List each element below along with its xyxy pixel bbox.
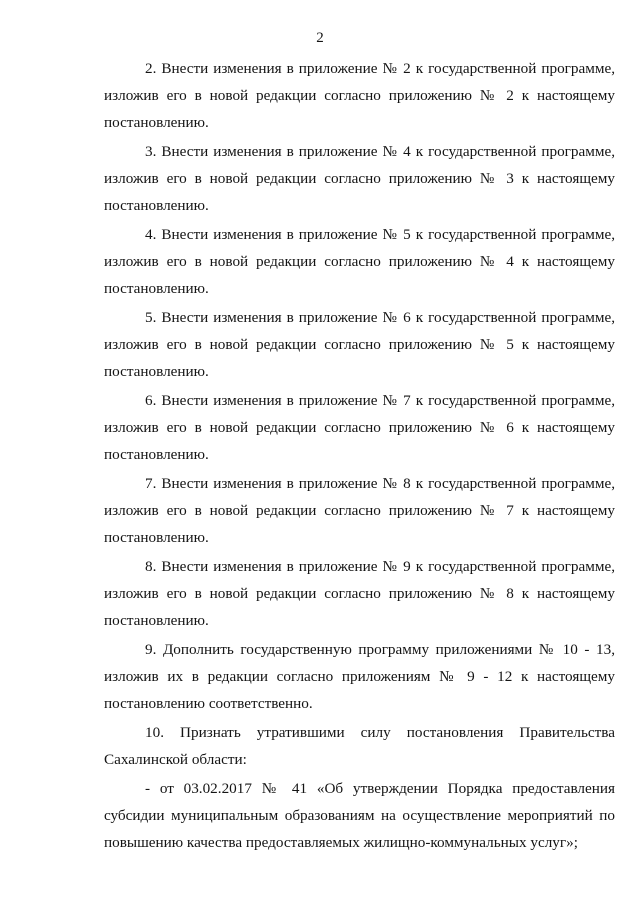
paragraph-item-7: 7. Внести изменения в приложение № 8 к государственной программе, изложив его в новой редакции согласно приложению № 7 к настоящему постановлению. [104, 475, 615, 546]
paragraph-item-6: 6. Внести изменения в приложение № 7 к государственной программе, изложив его в новой редакции согласно приложению № 6 к настоящему постановлению. [104, 392, 615, 463]
document-body [104, 55, 615, 856]
page-number: 2 [316, 30, 324, 46]
paragraph-item-5: 5. Внести изменения в приложение № 6 к государственной программе, изложив его в новой редакции согласно приложению № 5 к настоящему постановлению. [104, 309, 615, 380]
paragraph-item-3: 3. Внести изменения в приложение № 4 к государственной программе, изложив его в новой редакции согласно приложению № 3 к настоящему постановлению. [104, 143, 615, 214]
paragraph-item-2: 2. Внести изменения в приложение № 2 к государственной программе, изложив его в новой редакции согласно приложению № 2 к настоящему постановлению. [104, 60, 615, 131]
paragraph-item-8: 8. Внести изменения в приложение № 9 к государственной программе, изложив его в новой редакции согласно приложению № 8 к настоящему постановлению. [104, 558, 615, 629]
paragraph-subitem-repeal-41: - от 03.02.2017 № 41 «Об утверждении Порядка предоставления субсидии муниципальным образованиям на осуществление мероприятий по повышению качества предоставляемых жилищно-коммунальных услуг»; [104, 780, 615, 851]
paragraph-item-4: 4. Внести изменения в приложение № 5 к государственной программе, изложив его в новой редакции согласно приложению № 4 к настоящему постановлению. [104, 226, 615, 297]
paragraph-item-10: 10. Признать утратившими силу постановления Правительства Сахалинской области: [104, 724, 615, 768]
paragraph-item-9: 9. Дополнить государственную программу приложениями № 10 - 13, изложив их в редакции согласно приложениям № 9 - 12 к настоящему постановлению соответственно. [104, 641, 615, 712]
